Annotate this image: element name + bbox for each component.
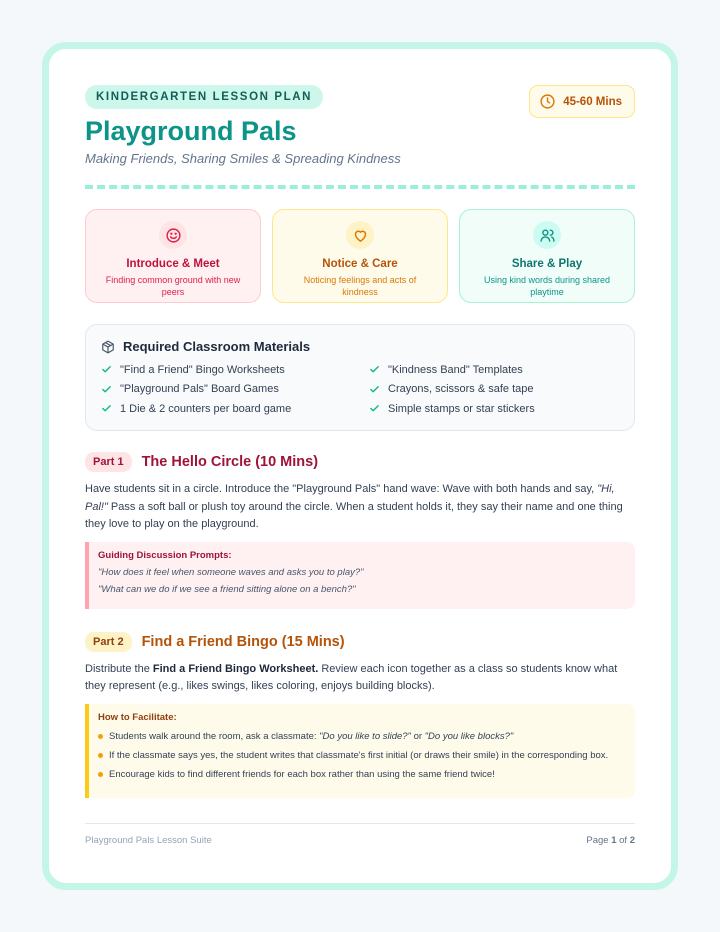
bullet-dot (98, 753, 103, 758)
callout-title: How to Facilitate: (98, 711, 177, 723)
grade-badge: KINDERGARTEN LESSON PLAN (85, 85, 323, 109)
duration-text: 45-60 Mins (563, 95, 622, 108)
part1-header (85, 452, 635, 472)
bullet-dot (98, 772, 103, 777)
goal-desc: Finding common ground with new peers (105, 275, 241, 297)
box-icon (101, 340, 115, 354)
materials-title: Required Classroom Materials (123, 339, 311, 354)
header (85, 85, 635, 166)
check-icon (101, 364, 112, 375)
lesson-page (42, 42, 678, 890)
goal-title: Share & Play (511, 258, 583, 270)
check-icon (369, 403, 380, 414)
part1-body: Have students sit in a circle. Introduce the "Playground Pals" hand wave: Wave with both hands and say, "Hi, Pal!" Pass a soft ball or plush toy around the circle. When a student holds it, they say their name and one thing they love to play on the playground. (85, 483, 623, 530)
check-icon (101, 384, 112, 395)
step-item: Students walk around the room, ask a classmate: "Do you like to slide?" or "Do you like blocks?" (98, 731, 625, 742)
part2-tag: Part 2 (85, 632, 132, 652)
goal-title: Notice & Care (322, 258, 398, 270)
materials-list (101, 363, 619, 416)
check-icon (369, 364, 380, 375)
step-item: If the classmate says yes, the student writes that classmate's first initial (or draws their smile) in the corresponding box. (98, 750, 625, 761)
goal-card-notice (272, 209, 448, 303)
part1-title: The Hello Circle (10 Mins) (141, 454, 319, 470)
prompt-item: "What can we do if we see a friend sitting alone on a bench?" (98, 583, 356, 595)
goal-card-share (459, 209, 635, 303)
goal-cards (85, 209, 635, 303)
discussion-prompts-callout (85, 542, 635, 609)
clock-icon (539, 93, 556, 110)
goal-desc: Noticing feelings and acts of kindness (303, 275, 417, 297)
material-item: 1 Die & 2 counters per board game (101, 402, 369, 416)
materials-box (85, 324, 635, 431)
material-item: "Find a Friend" Bingo Worksheets (101, 363, 369, 377)
check-icon (101, 403, 112, 414)
part2-body: Distribute the Find a Friend Bingo Worksheet. Review each icon together as a class so students know what they represent (e.g., likes swings, likes coloring, enjoys building blocks). (85, 662, 618, 692)
material-item: "Playground Pals" Board Games (101, 383, 369, 397)
footer-suite-name: Playground Pals Lesson Suite (85, 835, 212, 846)
goal-title: Introduce & Meet (126, 258, 220, 270)
dashed-divider (85, 185, 635, 189)
prompt-item: "How does it feel when someone waves and asks you to play?" (98, 566, 364, 578)
material-item: Crayons, scissors & safe tape (369, 383, 629, 397)
check-icon (369, 384, 380, 395)
step-item: Encourage kids to find different friends for each box rather than using the same friend twice! (98, 769, 625, 780)
material-item: "Kindness Band" Templates (369, 363, 629, 377)
callout-title: Guiding Discussion Prompts: (98, 549, 232, 561)
part1-tag: Part 1 (85, 452, 132, 472)
part2-title: Find a Friend Bingo (15 Mins) (141, 633, 345, 650)
smile-icon (159, 221, 187, 249)
heart-icon (346, 221, 374, 249)
duration-badge (529, 85, 635, 118)
page-footer (85, 823, 635, 846)
page-title: Playground Pals (85, 116, 297, 146)
page-content (85, 85, 635, 798)
goal-desc: Using kind words during shared playtime (483, 275, 611, 297)
bullet-dot (98, 734, 103, 739)
facilitate-callout (85, 704, 635, 798)
page-number: Page 1 of 2 (586, 835, 635, 846)
materials-header (101, 339, 619, 354)
goal-card-introduce (85, 209, 261, 303)
page-subtitle: Making Friends, Sharing Smiles & Spreading Kindness (85, 151, 401, 166)
part2-header (85, 632, 635, 652)
users-icon (533, 221, 561, 249)
material-item: Simple stamps or star stickers (369, 402, 629, 416)
